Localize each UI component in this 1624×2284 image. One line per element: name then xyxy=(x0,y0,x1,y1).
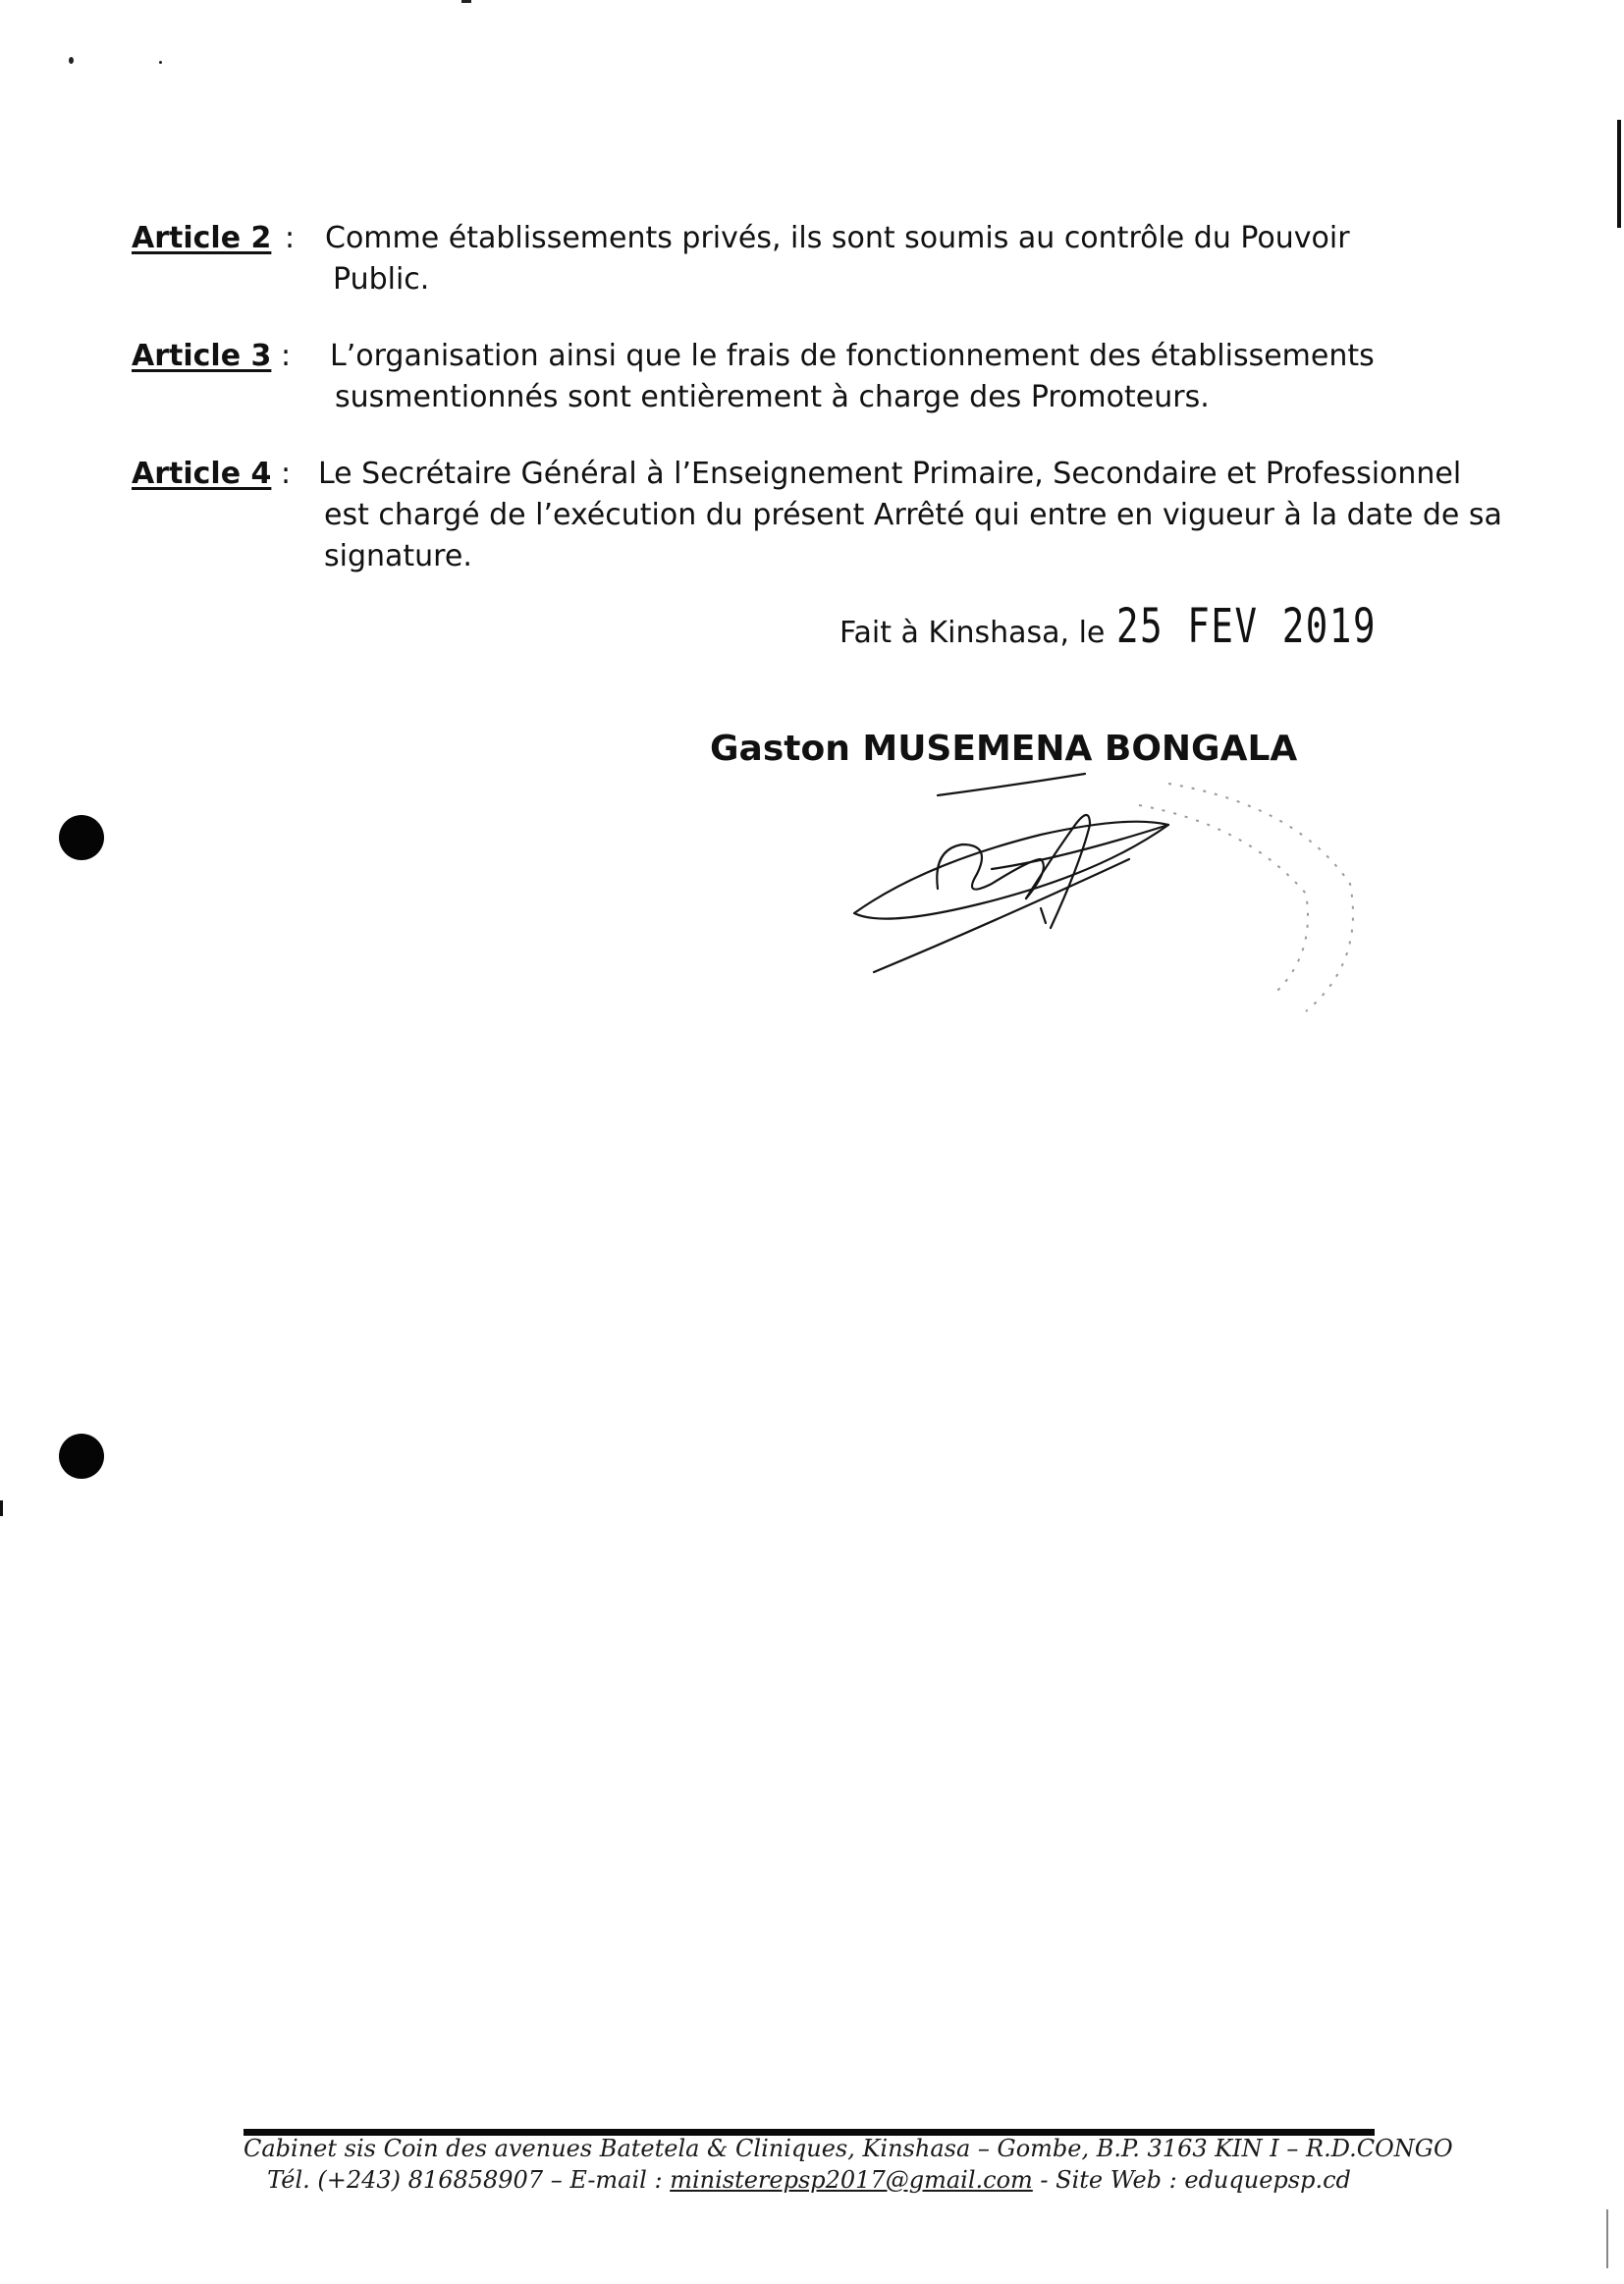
article-colon: : xyxy=(285,221,296,255)
scan-edge-mark xyxy=(1606,2209,1608,2268)
scan-speck xyxy=(159,61,162,64)
article-label: Article 4 xyxy=(132,457,272,491)
scan-edge-mark xyxy=(1617,120,1621,228)
article-4 xyxy=(132,454,1506,581)
article-colon: : xyxy=(281,457,292,491)
date-stamp: 25 FEV 2019 xyxy=(1116,599,1378,654)
article-text-line: L’organisation ainsi que le frais de fonctionnement des établissements xyxy=(330,339,1375,373)
article-text-line: Comme établissements privés, ils sont soumis au contrôle du Pouvoir xyxy=(325,221,1350,255)
punch-hole xyxy=(59,1434,104,1479)
article-label: Article 2 xyxy=(132,221,272,255)
seal-stamp-faint xyxy=(1139,784,1353,1011)
article-text-line: est chargé de l’exécution du présent Arrêté qui entre en vigueur à la date de sa xyxy=(324,498,1502,532)
scan-edge-mark xyxy=(0,1500,3,1516)
scan-speck xyxy=(69,57,74,64)
handwritten-signature xyxy=(844,766,1355,1031)
footer-address: Cabinet sis Coin des avenues Batetela & Cliniques, Kinshasa – Gombe, B.P. 3163 KIN I – R.D.CONGO xyxy=(244,2135,1453,2162)
article-colon: : xyxy=(281,339,292,373)
article-text-line: susmentionnés sont entièrement à charge des Promoteurs. xyxy=(335,380,1210,414)
article-text-line: signature. xyxy=(324,539,472,573)
place-and-date xyxy=(839,599,1450,654)
article-text-line: Le Secrétaire Général à l’Enseignement Primaire, Secondaire et Professionnel xyxy=(318,457,1462,491)
footer-email[interactable]: ministerepsp2017@gmail.com xyxy=(670,2166,1033,2194)
footer-contact xyxy=(244,2166,1375,2194)
signatory-name: Gaston MUSEMENA BONGALA xyxy=(710,729,1298,769)
scan-speck xyxy=(461,0,471,3)
footer-website: - Site Web : eduquepsp.cd xyxy=(1032,2166,1351,2194)
article-text-line: Public. xyxy=(333,262,430,297)
place-label: Fait à Kinshasa, le xyxy=(839,616,1106,650)
footer-phone: Tél. (+243) 816858907 – E-mail : xyxy=(267,2166,671,2194)
article-label: Article 3 xyxy=(132,339,272,373)
article-2 xyxy=(132,218,1506,306)
punch-hole xyxy=(59,815,104,860)
article-3 xyxy=(132,336,1506,424)
